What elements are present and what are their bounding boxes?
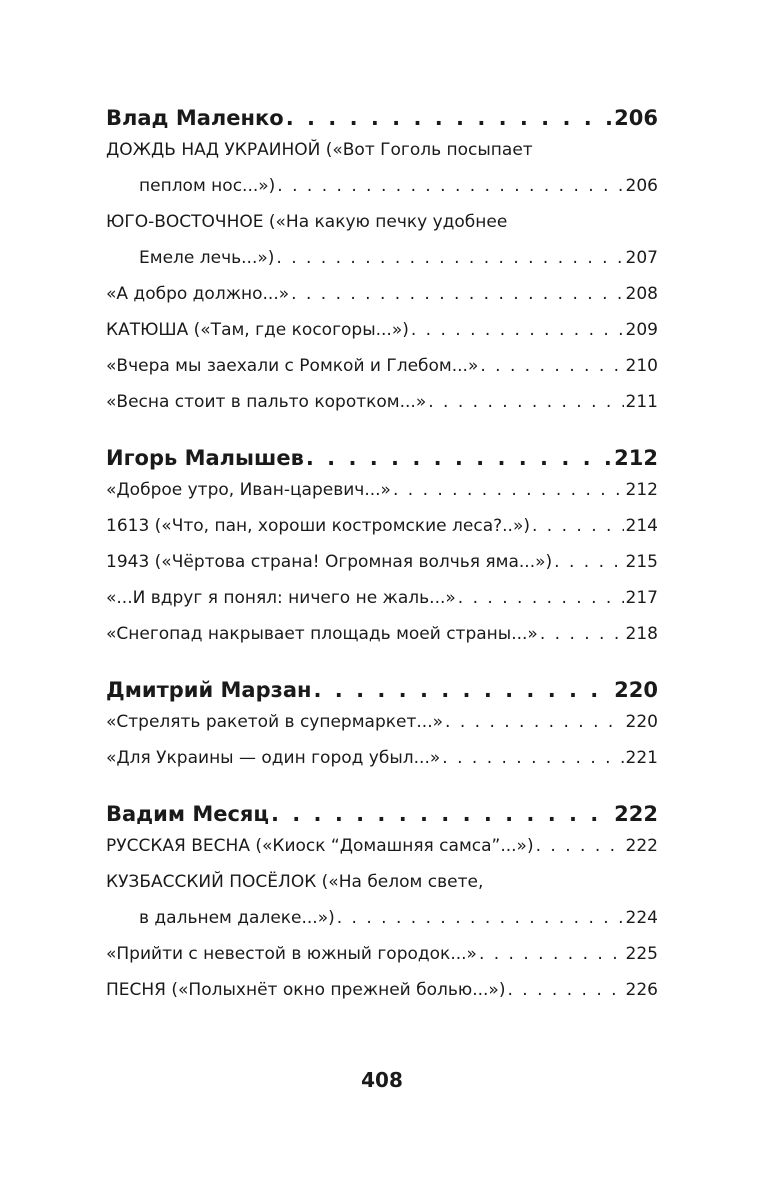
dot-leader: [271, 802, 612, 826]
dot-leader: [554, 552, 623, 572]
entry-page: 210: [625, 356, 658, 376]
entry-page: 225: [625, 944, 658, 964]
entry-title-continued: пеплом нос...»): [139, 176, 276, 196]
author-page: 206: [614, 106, 658, 130]
author-name: Вадим Месяц: [106, 802, 269, 826]
entry-page: 222: [625, 836, 658, 856]
toc-entry: [106, 872, 658, 944]
entry-page: 221: [625, 748, 658, 768]
entry-page: 209: [625, 320, 658, 340]
author-page: 220: [614, 678, 658, 702]
author-name: Дмитрий Марзан: [106, 678, 312, 702]
entry-title: «Прийти с невестой в южный городок...»: [106, 944, 477, 964]
author-name: Игорь Малышев: [106, 446, 304, 470]
entry-page: 218: [625, 624, 658, 644]
entry-page: 208: [625, 284, 658, 304]
dot-leader: [458, 588, 624, 608]
dot-leader: [507, 980, 623, 1000]
entry-title: ДОЖДЬ НАД УКРАИНОЙ («Вот Гоголь посыпает: [106, 140, 533, 160]
entry-title: РУССКАЯ ВЕСНА («Киоск “Домашняя самса”...»): [106, 836, 534, 856]
author-heading: [106, 446, 658, 480]
toc-entry: [106, 140, 658, 212]
dot-leader: [277, 176, 623, 196]
dot-leader: [337, 908, 624, 928]
entry-title: «Снегопад накрывает площадь моей страны...»: [106, 624, 538, 644]
toc-entry: [106, 712, 658, 748]
dot-leader: [393, 480, 624, 500]
dot-leader: [445, 712, 624, 732]
entry-title: «...И вдруг я понял: ничего не жаль...»: [106, 588, 456, 608]
author-page: 212: [614, 446, 658, 470]
dot-leader: [286, 106, 612, 130]
entry-page: 224: [625, 908, 658, 928]
toc-section: [106, 802, 658, 1016]
dot-leader: [536, 836, 624, 856]
entry-title: ПЕСНЯ («Полыхнёт окно прежней болью...»): [106, 980, 506, 1000]
entry-title: «Весна стоит в пальто коротком...»: [106, 392, 427, 412]
entry-page: 220: [625, 712, 658, 732]
entry-title-continued: Емеле лечь...»): [139, 248, 275, 268]
entry-title: КАТЮША («Там, где косогоры...»): [106, 320, 409, 340]
toc-entry: [106, 980, 658, 1016]
entry-title: «Стрелять ракетой в супермаркет...»: [106, 712, 444, 732]
toc-entry: [106, 284, 658, 320]
dot-leader: [276, 248, 623, 268]
author-name: Влад Маленко: [106, 106, 284, 130]
entry-title: 1943 («Чёртова страна! Огромная волчья яма...»): [106, 552, 553, 572]
toc-entry: [106, 356, 658, 392]
dot-leader: [442, 748, 623, 768]
entry-page: 206: [625, 176, 658, 196]
entry-title-continued: в дальнем далеке...»): [139, 908, 335, 928]
page-number: 408: [361, 1068, 403, 1092]
toc-entry: [106, 624, 658, 660]
dot-leader: [532, 516, 624, 536]
toc-entry: [106, 320, 658, 356]
entry-title: «Доброе утро, Иван-царевич...»: [106, 480, 391, 500]
author-heading: [106, 106, 658, 140]
dot-leader: [411, 320, 624, 340]
dot-leader: [291, 284, 623, 304]
dot-leader: [428, 392, 623, 412]
author-page: 222: [614, 802, 658, 826]
entry-page: 217: [625, 588, 658, 608]
dot-leader: [540, 624, 624, 644]
toc-section: [106, 678, 658, 784]
toc-section: [106, 106, 658, 428]
entry-page: 207: [625, 248, 658, 268]
entry-page: 214: [625, 516, 658, 536]
toc-entry: [106, 212, 658, 284]
entry-title: КУЗБАССКИЙ ПОСЁЛОК («На белом свете,: [106, 872, 484, 892]
dot-leader: [480, 356, 623, 376]
entry-title: ЮГО-ВОСТОЧНОЕ («На какую печку удобнее: [106, 212, 508, 232]
table-of-contents: [106, 106, 658, 1016]
entry-page: 226: [625, 980, 658, 1000]
toc-section: [106, 446, 658, 660]
toc-entry: [106, 516, 658, 552]
dot-leader: [306, 446, 612, 470]
entry-page: 212: [625, 480, 658, 500]
toc-entry: [106, 944, 658, 980]
toc-entry: [106, 392, 658, 428]
toc-entry: [106, 480, 658, 516]
author-heading: [106, 678, 658, 712]
author-heading: [106, 802, 658, 836]
dot-leader: [479, 944, 624, 964]
toc-entry: [106, 748, 658, 784]
toc-entry: [106, 588, 658, 624]
entry-page: 215: [625, 552, 658, 572]
entry-title: «Вчера мы заехали с Ромкой и Глебом...»: [106, 356, 479, 376]
entry-title: 1613 («Что, пан, хороши костромские леса?..»): [106, 516, 530, 536]
entry-page: 211: [625, 392, 658, 412]
toc-entry: [106, 552, 658, 588]
dot-leader: [314, 678, 613, 702]
entry-title: «А добро должно...»: [106, 284, 290, 304]
entry-title: «Для Украины — один город убыл...»: [106, 748, 441, 768]
toc-entry: [106, 836, 658, 872]
